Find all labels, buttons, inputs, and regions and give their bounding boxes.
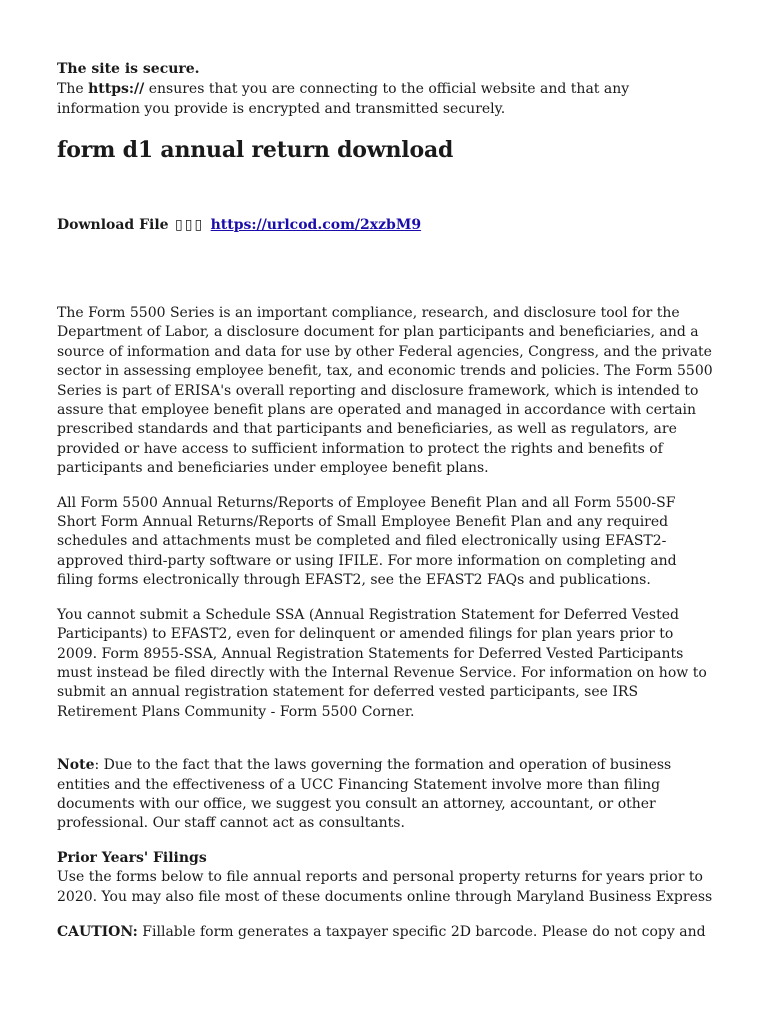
- paragraph-prior-years: Use the forms below to file annual reports and personal property returns for years prior to 2020. You may also file most of these documents online through Maryland Business Express: [57, 869, 713, 905]
- note-text: : Due to the fact that the laws governing the formation and operation of business entities and the effectiveness of a UCC Financing Statement involve more than filing documents with our office, we suggest you consult an attorney, accountant, or other professional. Our staff cannot act as consultants.: [57, 757, 672, 832]
- prior-years-heading: Prior Years' Filings: [57, 849, 207, 866]
- download-label: Download File: [57, 217, 169, 233]
- secure-title: The site is secure.: [57, 61, 200, 77]
- caution-label: CAUTION:: [57, 923, 138, 940]
- secure-prefix: The: [57, 81, 89, 97]
- secure-text: [57, 79, 714, 119]
- caution-text: Fillable form generates a taxpayer specific 2D barcode. Please do not copy and: [137, 923, 706, 940]
- paragraph-caution: [57, 923, 714, 942]
- secure-https: https://: [88, 81, 145, 97]
- secure-rest: ensures that you are connecting to the official website and that any information you provide is encrypted and transmitted securely.: [57, 81, 630, 117]
- page-title: form d1 annual return download: [57, 137, 454, 163]
- paragraph-efast2: All Form 5500 Annual Returns/Reports of Employee Benefit Plan and all Form 5500-SF Short Form Annual Returns/Reports of Small Employee Benefit Plan and any required schedules and attachments must be completed and filed electronically using EFAST2-approved third-party software or using IFILE. For more information on completing and filing forms electronically through EFAST2, see the EFAST2 FAQs and publications.: [57, 494, 677, 589]
- paragraph-form-5500: The Form 5500 Series is an important compliance, research, and disclosure tool for the Department of Labor, a disclosure document for plan participants and beneficiaries, and a source of information and data for use by other Federal agencies, Congress, and the private sector in assessing employee benefit, tax, and economic trends and policies. The Form 5500 Series is part of ERISA's overall reporting and disclosure framework, which is intended to assure that employee benefit plans are operated and managed in accordance with certain prescribed standards and that participants and beneficiaries, as well as regulators, are provided or have access to sufficient information to protect the rights and benefits of participants and beneficiaries under employee benefit plans.: [57, 305, 713, 477]
- note-label: Note: [57, 757, 95, 774]
- placeholder-glyphs: ▯▯▯: [175, 217, 205, 233]
- download-link[interactable]: https://urlcod.com/2xzbM9: [210, 217, 422, 233]
- download-line: [57, 215, 714, 235]
- paragraph-note: [57, 756, 714, 834]
- paragraph-schedule-ssa: You cannot submit a Schedule SSA (Annual Registration Statement for Deferred Vested Participants) to EFAST2, even for delinquent or amended filings for plan years prior to 2009. Form 8955-SSA, Annual Registration Statements for Deferred Vested Participants must instead be filed directly with the Internal Revenue Service. For information on how to submit an annual registration statement for deferred vested participants, see IRS Retirement Plans Community - Form 5500 Corner.: [57, 606, 707, 720]
